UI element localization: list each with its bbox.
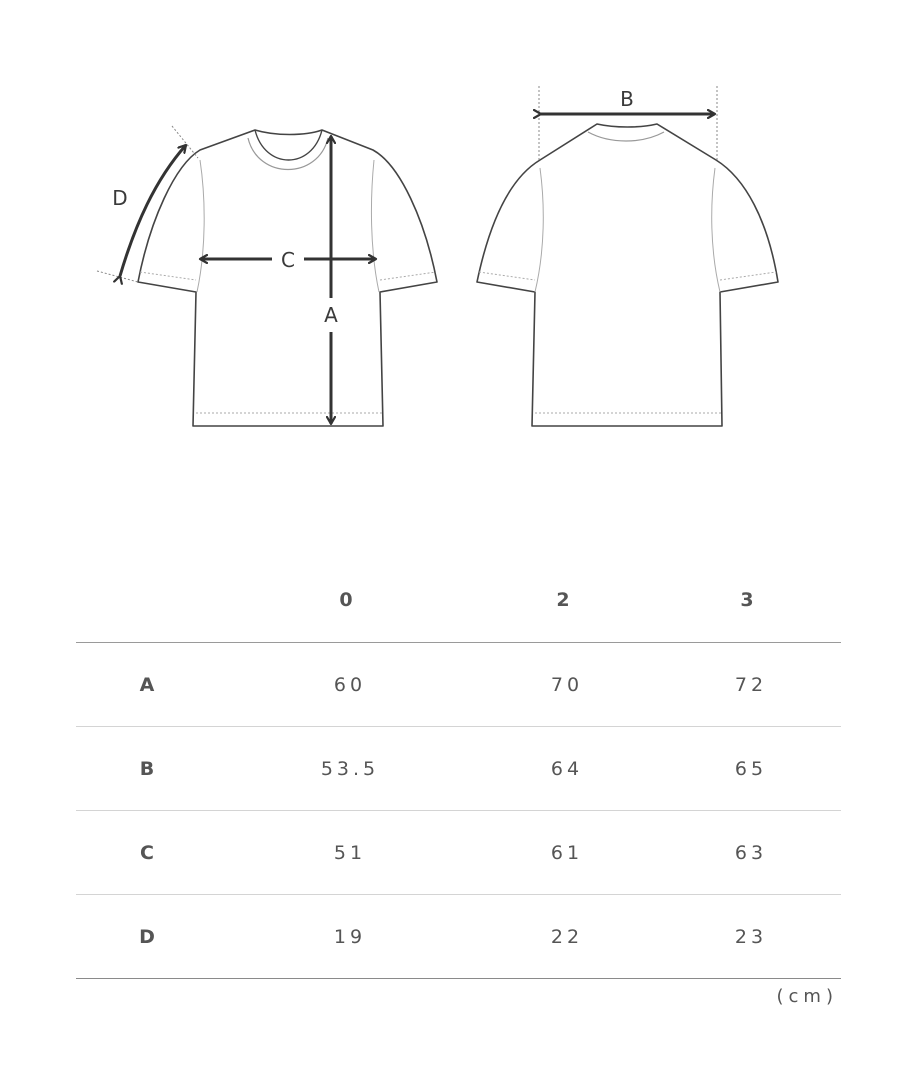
table-cell: 64 xyxy=(550,757,584,780)
table-cell: 70 xyxy=(550,673,584,696)
unit-label: (cm) xyxy=(776,986,838,1007)
tshirt-illustration xyxy=(0,0,904,460)
front-view xyxy=(138,130,437,426)
row-label: A xyxy=(139,673,155,696)
row-label: B xyxy=(139,757,155,780)
row-label: D xyxy=(139,925,155,948)
table-cell: 72 xyxy=(734,673,768,696)
back-view xyxy=(477,124,778,426)
table-row-a xyxy=(76,643,841,727)
column-header-size-0: 0 xyxy=(339,589,353,611)
table-cell: 63 xyxy=(734,841,768,864)
table-cell: 60 xyxy=(333,673,367,696)
tshirt-diagram xyxy=(0,0,904,460)
table-cell: 23 xyxy=(734,925,768,948)
table-cell: 51 xyxy=(333,841,367,864)
row-label: C xyxy=(140,841,154,864)
table-cell: 22 xyxy=(550,925,584,948)
table-header-row xyxy=(76,558,841,643)
size-table xyxy=(76,558,841,979)
b-label: B xyxy=(620,87,634,111)
table-cell: 65 xyxy=(734,757,768,780)
table-row-c xyxy=(76,811,841,895)
table-cell: 61 xyxy=(550,841,584,864)
d-label: D xyxy=(112,186,128,210)
a-label: A xyxy=(324,303,338,327)
table-row-d xyxy=(76,895,841,979)
column-header-size-2: 2 xyxy=(556,589,570,611)
table-cell: 53.5 xyxy=(320,757,380,780)
table-cell: 19 xyxy=(333,925,367,948)
d-guide-bottom xyxy=(97,271,138,282)
table-row-b xyxy=(76,727,841,811)
column-header-size-3: 3 xyxy=(740,589,754,611)
c-label: C xyxy=(281,248,295,272)
